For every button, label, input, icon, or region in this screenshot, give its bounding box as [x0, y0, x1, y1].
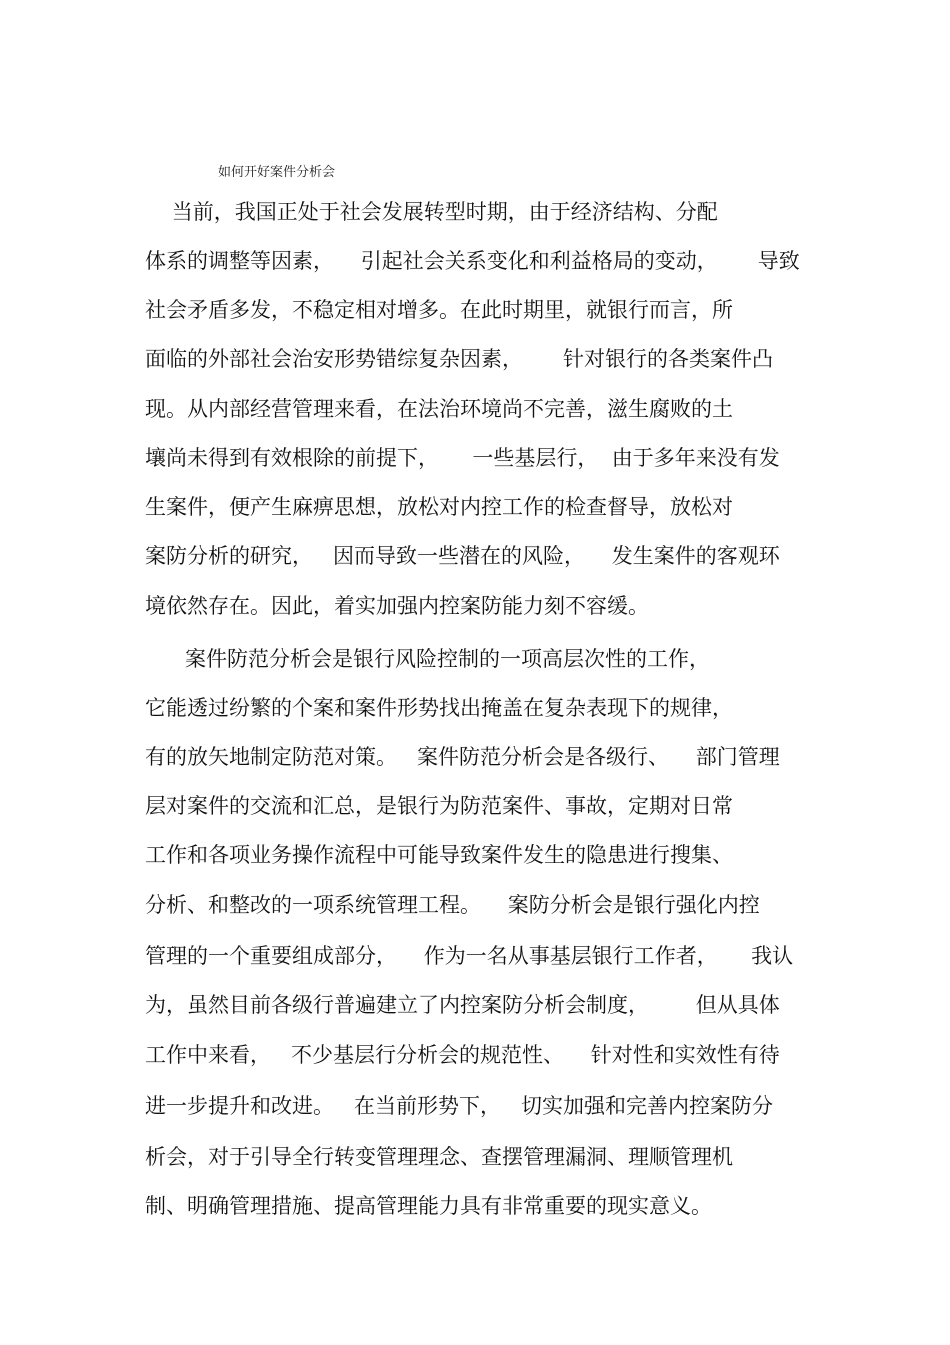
paragraph-line: 面临的外部社会治安形势错综复杂因素， 针对银行的各类案件凸 — [145, 347, 774, 371]
paragraph-line: 管理的一个重要组成部分， 作为一名从事基层银行工作者， 我认 — [145, 944, 794, 968]
paragraph-line: 现。从内部经营管理来看，在法治环境尚不完善，滋生腐败的土 — [145, 397, 733, 421]
paragraph-line: 案防分析的研究， 因而导致一些潜在的风险， 发生案件的客观环 — [145, 544, 780, 568]
document-title: 如何开好案件分析会 — [218, 165, 336, 180]
paragraph-line: 进一步提升和改进。 在当前形势下， 切实加强和完善内控案防分 — [145, 1094, 774, 1118]
paragraph-line: 制、明确管理措施、提高管理能力具有非常重要的现实意义。 — [145, 1194, 712, 1218]
paragraph-line: 有的放矢地制定防范对策。 案件防范分析会是各级行、 部门管理 — [145, 745, 780, 769]
paragraph-line: 工作中来看， 不少基层行分析会的规范性、 针对性和实效性有待 — [145, 1043, 780, 1067]
paragraph-line: 社会矛盾多发，不稳定相对增多。在此时期里，就银行而言，所 — [145, 298, 733, 322]
paragraph-line: 层对案件的交流和汇总，是银行为防范案件、事故，定期对日常 — [145, 794, 733, 818]
paragraph-line: 析会，对于引导全行转变管理理念、查摆管理漏洞、理顺管理机 — [145, 1145, 733, 1169]
paragraph-line: 分析、和整改的一项系统管理工程。 案防分析会是银行强化内控 — [145, 893, 760, 917]
paragraph-line: 为，虽然目前各级行普遍建立了内控案防分析会制度， 但从具体 — [145, 993, 780, 1017]
paragraph-line: 工作和各项业务操作流程中可能导致案件发生的隐患进行搜集、 — [145, 843, 733, 867]
paragraph-line: 案件防范分析会是银行风险控制的一项高层次性的工作， — [145, 647, 711, 671]
paragraph-line: 当前，我国正处于社会发展转型时期，由于经济结构、分配 — [145, 200, 718, 224]
paragraph-line: 体系的调整等因素， 引起社会关系变化和利益格局的变动， 导致 — [145, 249, 800, 273]
paragraph-line: 生案件，便产生麻痹思想，放松对内控工作的检查督导，放松对 — [145, 495, 733, 519]
paragraph-line: 它能透过纷繁的个案和案件形势找出掩盖在复杂表现下的规律， — [145, 696, 733, 720]
paragraph-line: 壤尚未得到有效根除的前提下， 一些基层行， 由于多年来没有发 — [145, 446, 780, 470]
paragraph-line: 境依然存在。因此，着实加强内控案防能力刻不容缓。 — [145, 594, 649, 618]
